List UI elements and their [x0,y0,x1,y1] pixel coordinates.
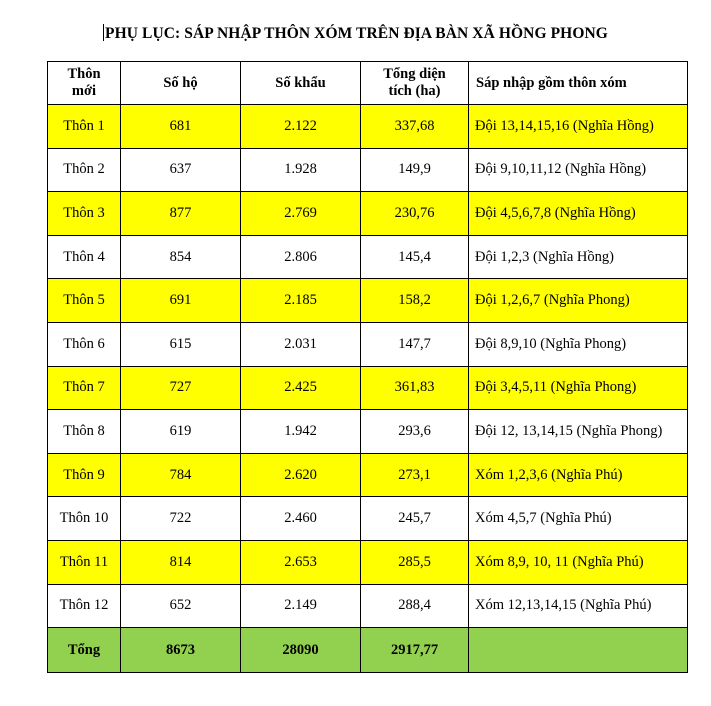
cell-merged-units: Đội 9,10,11,12 (Nghĩa Hồng) [469,148,688,192]
cell-population: 2.185 [241,279,361,323]
cell-village: Thôn 12 [48,584,121,628]
table-row [48,235,688,279]
cell-households: 727 [121,366,241,410]
cell-merged-units: Xóm 8,9, 10, 11 (Nghĩa Phú) [469,540,688,584]
cell-households: 637 [121,148,241,192]
cell-area: 145,4 [361,235,469,279]
header-total-area: Tổng diện tích (ha) [361,62,469,105]
table-row [48,366,688,410]
total-area: 2917,77 [361,628,469,673]
table-row [48,192,688,236]
cell-households: 615 [121,322,241,366]
cell-merged-units: Đội 4,5,6,7,8 (Nghĩa Hồng) [469,192,688,236]
cell-village: Thôn 4 [48,235,121,279]
cell-merged-units: Đội 13,14,15,16 (Nghĩa Hồng) [469,105,688,149]
cell-population: 1.928 [241,148,361,192]
cell-area: 245,7 [361,497,469,541]
cell-merged-units: Đội 12, 13,14,15 (Nghĩa Phong) [469,410,688,454]
cell-area: 158,2 [361,279,469,323]
cell-households: 652 [121,584,241,628]
header-new-village: Thôn mới [48,62,121,105]
cell-households: 691 [121,279,241,323]
table-row [48,410,688,454]
document-title-text: PHỤ LỤC: SÁP NHẬP THÔN XÓM TRÊN ĐỊA BÀN XÃ HỒNG PHONG [105,25,608,42]
cell-area: 149,9 [361,148,469,192]
cell-village: Thôn 7 [48,366,121,410]
cell-village: Thôn 6 [48,322,121,366]
cell-merged-units: Đội 1,2,3 (Nghĩa Hồng) [469,235,688,279]
cell-population: 2.769 [241,192,361,236]
cell-merged-units: Đội 1,2,6,7 (Nghĩa Phong) [469,279,688,323]
cell-area: 288,4 [361,584,469,628]
cell-village: Thôn 1 [48,105,121,149]
text-cursor-icon [103,24,104,41]
table-row [48,322,688,366]
header-merged-units: Sáp nhập gồm thôn xóm [469,62,688,105]
cell-village: Thôn 3 [48,192,121,236]
cell-merged-units: Xóm 1,2,3,6 (Nghĩa Phú) [469,453,688,497]
cell-village: Thôn 2 [48,148,121,192]
cell-population: 2.653 [241,540,361,584]
cell-area: 147,7 [361,322,469,366]
cell-village: Thôn 10 [48,497,121,541]
table-row [48,540,688,584]
total-households: 8673 [121,628,241,673]
document-title [0,24,711,44]
cell-area: 230,76 [361,192,469,236]
cell-households: 681 [121,105,241,149]
cell-village: Thôn 9 [48,453,121,497]
cell-merged-units: Xóm 12,13,14,15 (Nghĩa Phú) [469,584,688,628]
cell-population: 2.620 [241,453,361,497]
table-row [48,584,688,628]
merge-summary-table [47,61,688,673]
cell-merged-units: Đội 3,4,5,11 (Nghĩa Phong) [469,366,688,410]
cell-merged-units: Đội 8,9,10 (Nghĩa Phong) [469,322,688,366]
cell-population: 2.031 [241,322,361,366]
cell-households: 784 [121,453,241,497]
cell-households: 854 [121,235,241,279]
table-row [48,105,688,149]
cell-households: 619 [121,410,241,454]
cell-population: 2.460 [241,497,361,541]
cell-population: 1.942 [241,410,361,454]
cell-population: 2.122 [241,105,361,149]
cell-population: 2.425 [241,366,361,410]
cell-area: 273,1 [361,453,469,497]
header-population: Số khẩu [241,62,361,105]
cell-area: 337,68 [361,105,469,149]
cell-households: 877 [121,192,241,236]
cell-village: Thôn 5 [48,279,121,323]
cell-area: 361,83 [361,366,469,410]
total-population: 28090 [241,628,361,673]
cell-population: 2.149 [241,584,361,628]
cell-households: 722 [121,497,241,541]
cell-households: 814 [121,540,241,584]
cell-area: 285,5 [361,540,469,584]
cell-population: 2.806 [241,235,361,279]
table-row [48,279,688,323]
table-row [48,497,688,541]
total-label: Tổng [48,628,121,673]
cell-village: Thôn 8 [48,410,121,454]
table-header-row [48,62,688,105]
cell-merged-units: Xóm 4,5,7 (Nghĩa Phú) [469,497,688,541]
cell-village: Thôn 11 [48,540,121,584]
table-row [48,453,688,497]
cell-area: 293,6 [361,410,469,454]
total-merged-units [469,628,688,673]
table-row [48,148,688,192]
table-total-row [48,628,688,673]
header-households: Số hộ [121,62,241,105]
